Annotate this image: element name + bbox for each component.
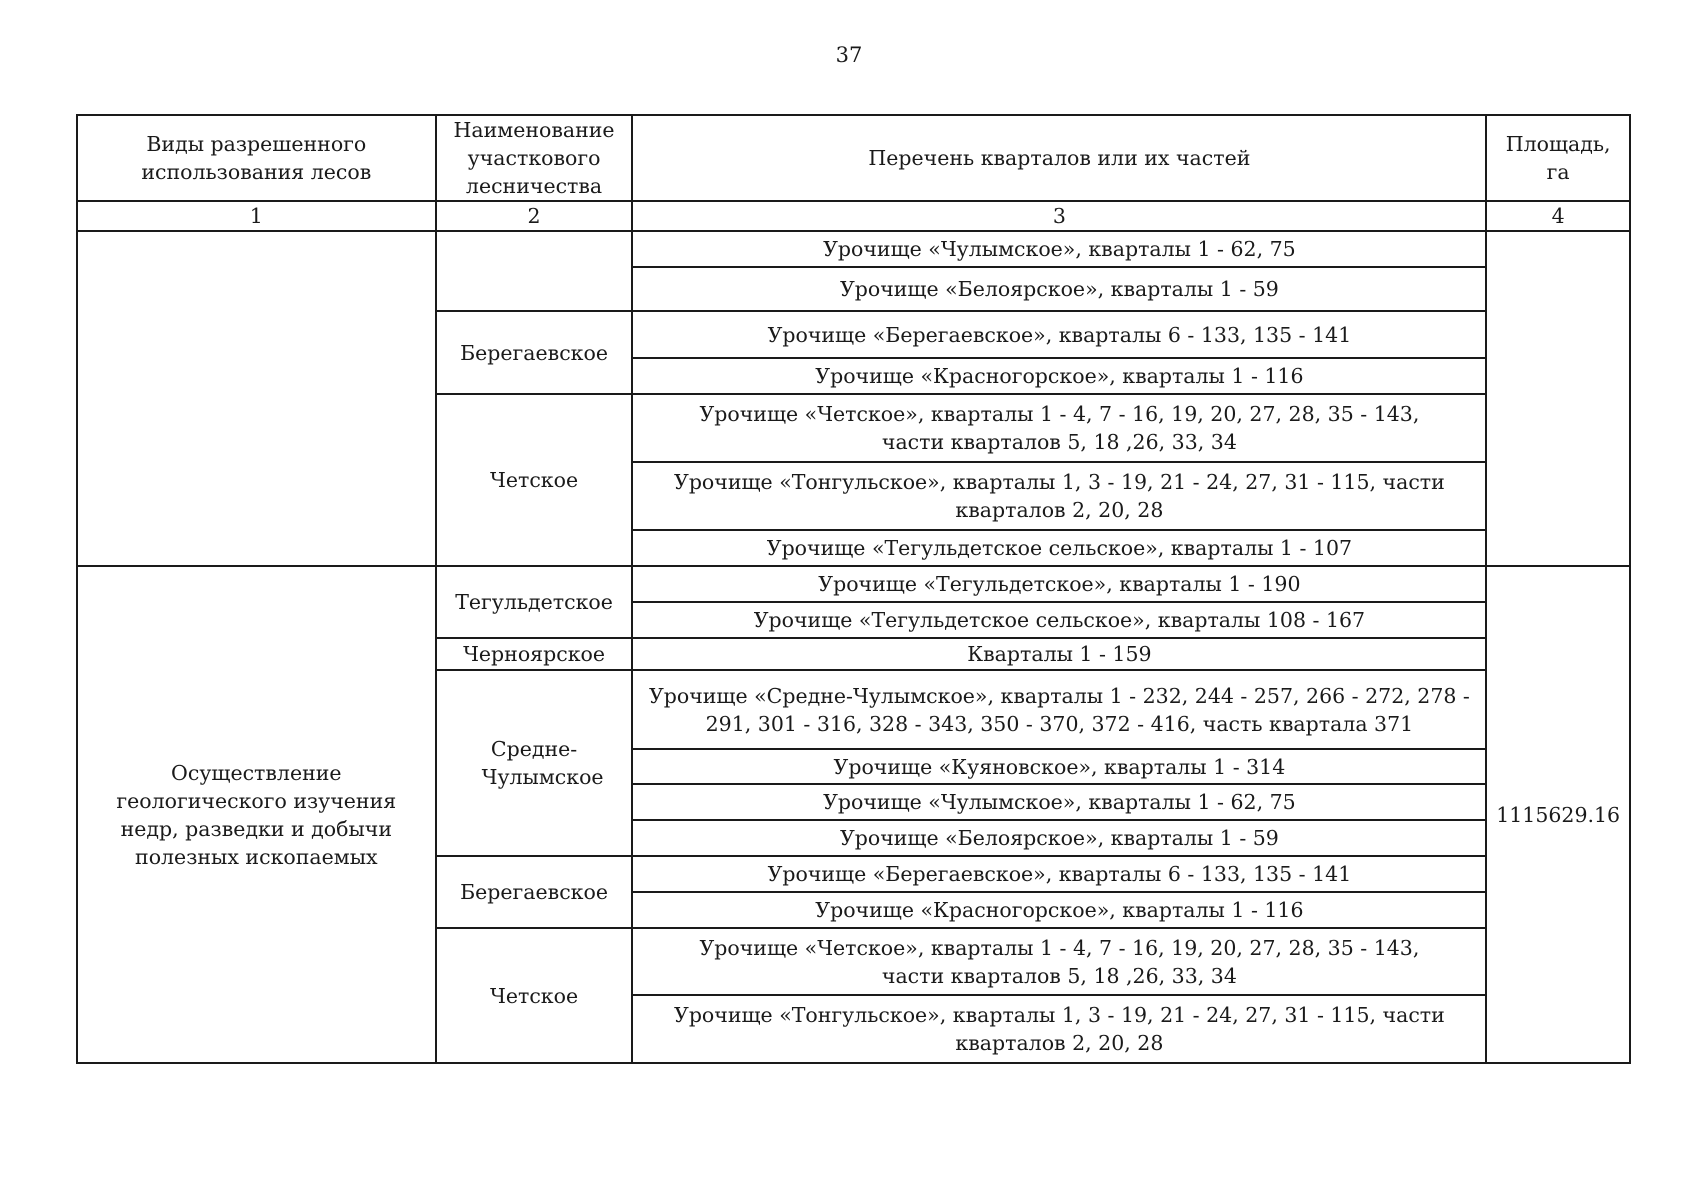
tract-cell: Урочище «Четское», кварталы 1 - 4, 7 - 16, 19, 20, 27, 28, 35 - 143, части кварталов 5, 18 ,26, 33, 34 [632, 928, 1486, 995]
header-tracts-list: Перечень кварталов или их частей [632, 115, 1486, 201]
usage-type-cell: Осуществление геологического изучения недр, разведки и добычи полезных ископаемых [77, 566, 436, 1063]
column-number-row [77, 201, 1630, 231]
table-row [77, 566, 1630, 602]
tract-cell: Урочище «Чулымское», кварталы 1 - 62, 75 [632, 231, 1486, 267]
tract-cell: Урочище «Берегаевское», кварталы 6 - 133, 135 - 141 [632, 311, 1486, 358]
forest-use-table [76, 114, 1631, 1064]
tract-cell: Кварталы 1 - 159 [632, 638, 1486, 670]
tract-cell: Урочище «Куяновское», кварталы 1 - 314 [632, 749, 1486, 784]
tract-cell: Урочище «Белоярское», кварталы 1 - 59 [632, 820, 1486, 856]
column-number: 1 [77, 201, 436, 231]
tract-cell: Урочище «Тегульдетское сельское», кварталы 108 - 167 [632, 602, 1486, 638]
usage-type-cell [77, 231, 436, 566]
column-number: 3 [632, 201, 1486, 231]
area-cell: 1115629.16 [1486, 566, 1630, 1063]
table-row [77, 231, 1630, 267]
forestry-name-cell: Четское [436, 928, 633, 1063]
header-forestry-name: Наименование участкового лесничества [436, 115, 633, 201]
tract-cell: Урочище «Тегульдетское сельское», кварталы 1 - 107 [632, 530, 1486, 566]
tract-cell: Урочище «Берегаевское», кварталы 6 - 133, 135 - 141 [632, 856, 1486, 892]
tract-cell: Урочище «Чулымское», кварталы 1 - 62, 75 [632, 784, 1486, 820]
tract-cell: Урочище «Тонгульское», кварталы 1, 3 - 19, 21 - 24, 27, 31 - 115, части кварталов 2, 20, 28 [632, 462, 1486, 530]
tract-cell: Урочище «Тегульдетское», кварталы 1 - 190 [632, 566, 1486, 602]
tract-cell: Урочище «Красногорское», кварталы 1 - 116 [632, 358, 1486, 394]
page-number: 37 [835, 43, 863, 67]
tract-cell: Урочище «Средне-Чулымское», кварталы 1 - 232, 244 - 257, 266 - 272, 278 - 291, 301 - 316, 328 - 343, 350 - 370, 372 - 416, часть квартала 371 [632, 670, 1486, 749]
tract-cell: Урочище «Четское», кварталы 1 - 4, 7 - 16, 19, 20, 27, 28, 35 - 143, части кварталов 5, 18 ,26, 33, 34 [632, 394, 1486, 462]
forestry-name-cell: Тегульдетское [436, 566, 633, 638]
tract-cell: Урочище «Красногорское», кварталы 1 - 116 [632, 892, 1486, 928]
header-row [77, 115, 1630, 201]
forestry-name-cell: Черноярское [436, 638, 633, 670]
header-usage-type: Виды разрешенного использования лесов [77, 115, 436, 201]
column-number: 2 [436, 201, 633, 231]
forestry-name-cell: Берегаевское [436, 856, 633, 928]
column-number: 4 [1486, 201, 1630, 231]
tract-cell: Урочище «Тонгульское», кварталы 1, 3 - 19, 21 - 24, 27, 31 - 115, части кварталов 2, 20, 28 [632, 995, 1486, 1063]
area-cell [1486, 231, 1630, 566]
forestry-name-cell [436, 231, 633, 311]
tract-cell: Урочище «Белоярское», кварталы 1 - 59 [632, 267, 1486, 311]
forestry-name-cell: Четское [436, 394, 633, 566]
header-area: Площадь, га [1486, 115, 1630, 201]
forestry-name-cell: Берегаевское [436, 311, 633, 394]
forestry-name-cell: Средне-Чулымское [436, 670, 633, 856]
